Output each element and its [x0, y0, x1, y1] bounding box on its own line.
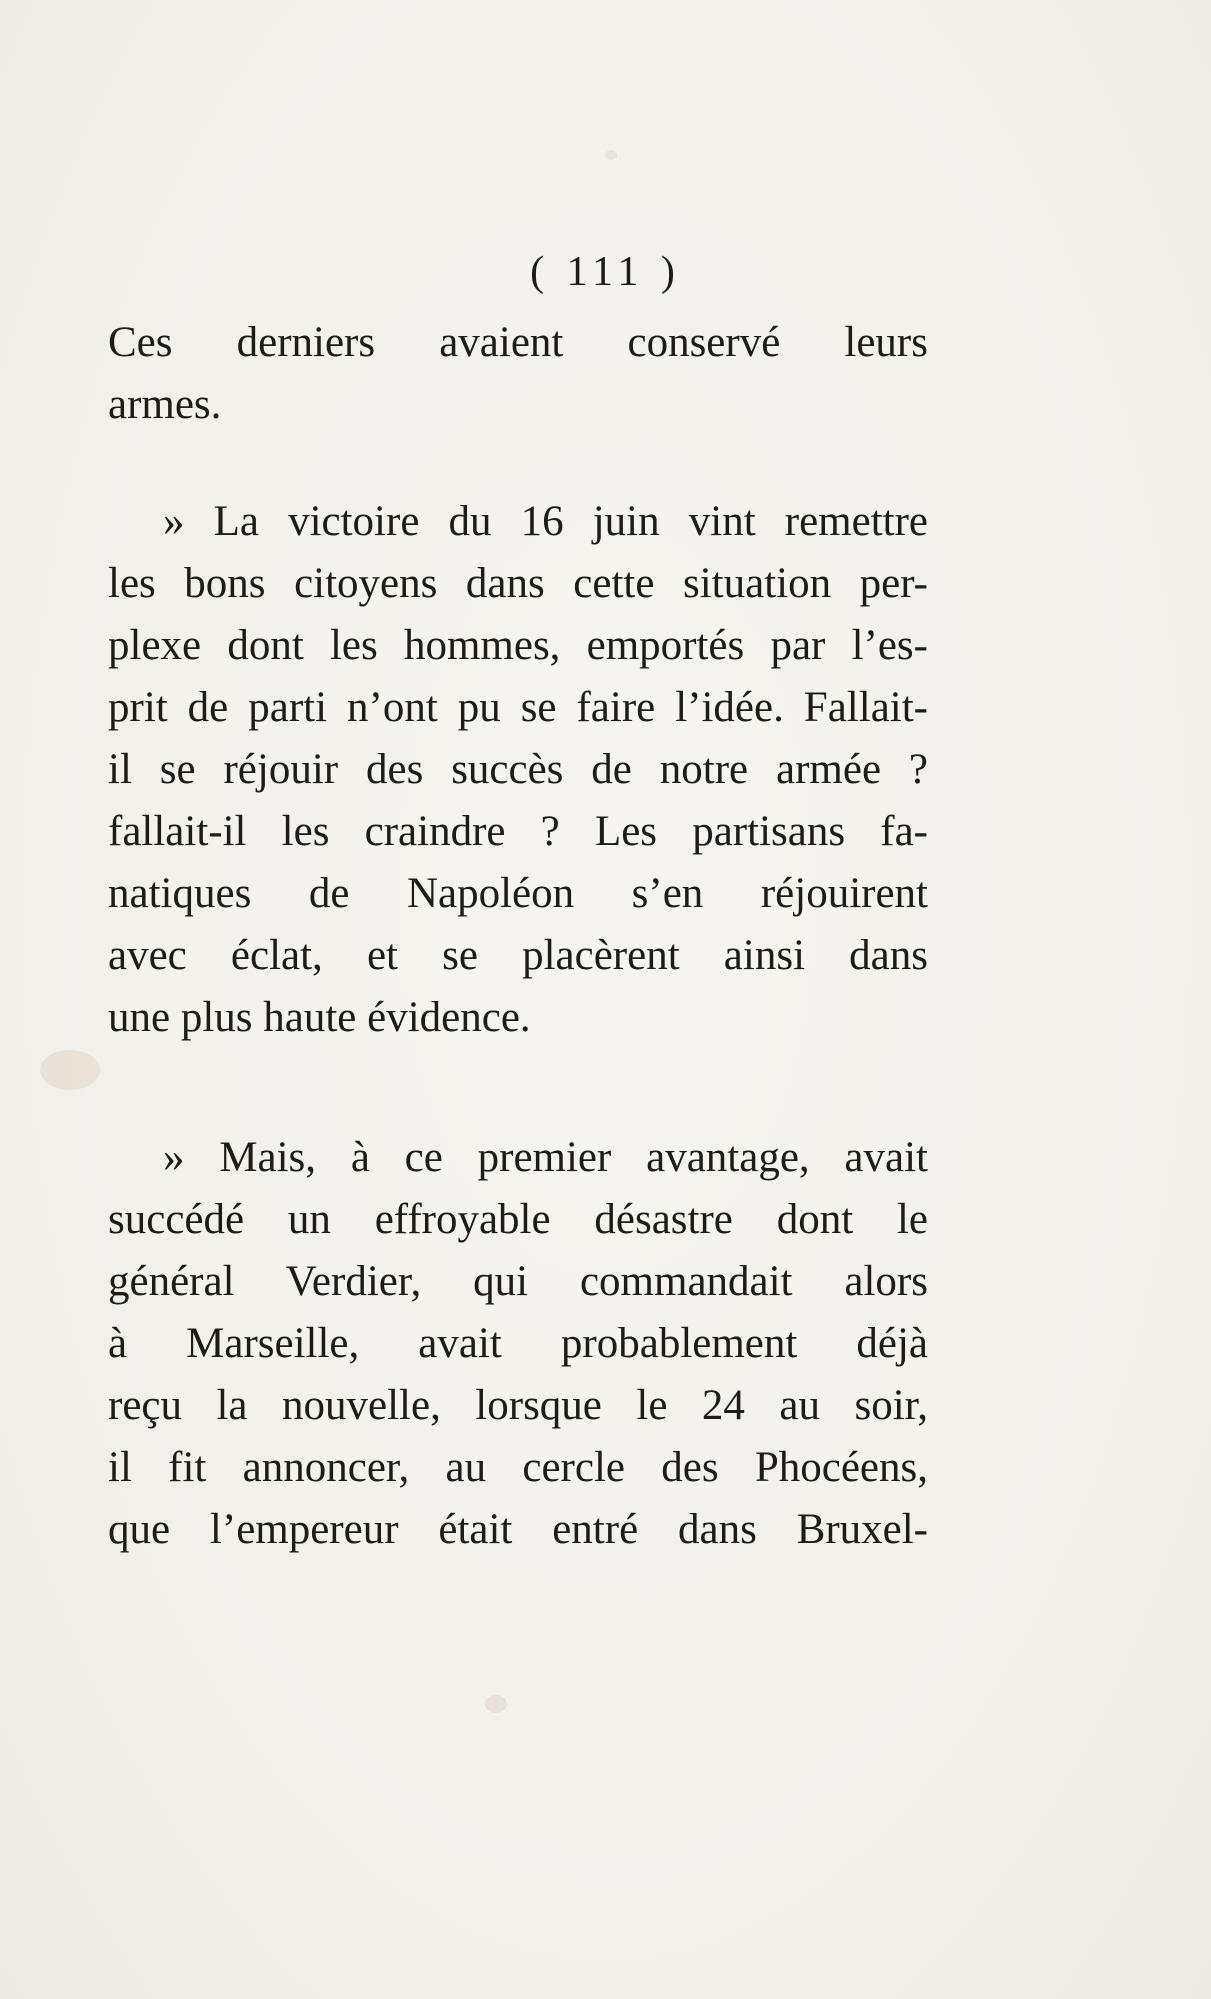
paper-stain [40, 1050, 100, 1090]
text-line: fallait-il les craindre ? Les partisans fa- [108, 808, 928, 855]
body-text [108, 312, 928, 1561]
paragraph [108, 491, 928, 1049]
page-number: ( 111 ) [530, 249, 681, 295]
text-line: natiques de Napoléon s’en réjouirent [108, 870, 928, 917]
text-line: il se réjouir des succès de notre armée ? [108, 746, 928, 793]
paragraph [108, 312, 928, 436]
text-line: » Mais, à ce premier avantage, avait [163, 1134, 928, 1181]
paper-stain [605, 150, 617, 160]
text-line: à Marseille, avait probablement déjà [108, 1320, 928, 1367]
text-line: général Verdier, qui commandait alors [108, 1258, 928, 1305]
text-line: reçu la nouvelle, lorsque le 24 au soir, [108, 1382, 928, 1429]
text-line: avec éclat, et se placèrent ainsi dans [108, 932, 928, 979]
text-line: Ces derniers avaient conservé leurs [108, 319, 928, 366]
text-line: prit de parti n’ont pu se faire l’idée. Fallait- [108, 684, 928, 731]
paper-stain [485, 1695, 507, 1713]
text-line: plexe dont les hommes, emportés par l’es- [108, 622, 928, 669]
text-line: armes. [108, 381, 222, 428]
text-line: une plus haute évidence. [108, 994, 531, 1041]
text-line: les bons citoyens dans cette situation per- [108, 560, 928, 607]
text-line: que l’empereur était entré dans Bruxel- [108, 1506, 928, 1553]
text-line: succédé un effroyable désastre dont le [108, 1196, 928, 1243]
text-line: il fit annoncer, au cercle des Phocéens, [108, 1444, 928, 1491]
text-line: » La victoire du 16 juin vint remettre [163, 498, 928, 545]
paragraph [108, 1127, 928, 1561]
